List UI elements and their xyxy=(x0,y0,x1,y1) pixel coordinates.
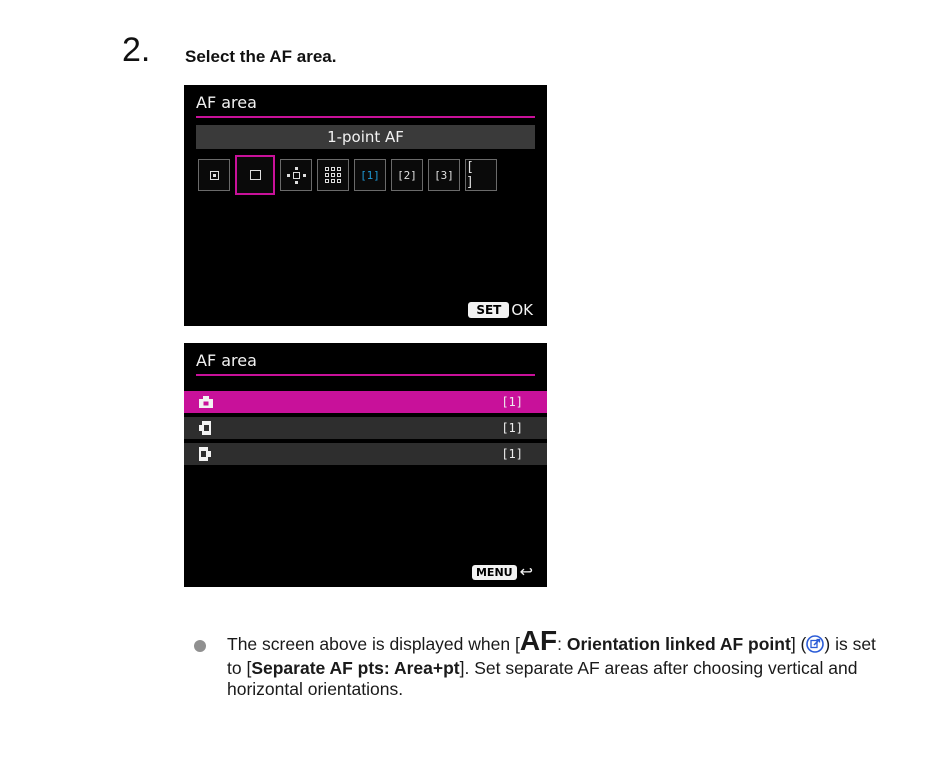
orientation-value: [1] xyxy=(501,395,523,409)
title-divider xyxy=(196,116,535,118)
orientation-row-vertical-grip-top[interactable] xyxy=(184,417,547,439)
screen-title: AF area xyxy=(196,351,257,370)
af-area-mode-screen xyxy=(184,85,547,326)
spot-af-icon[interactable] xyxy=(198,159,230,191)
page-reference-icon[interactable] xyxy=(806,635,824,658)
step-title: Select the AF area. xyxy=(185,47,337,66)
camera-horizontal-icon xyxy=(198,395,214,409)
menu-button-badge: MENU xyxy=(472,565,517,580)
orientation-row-horizontal[interactable] xyxy=(184,391,547,413)
flexible-zone-2-icon[interactable]: [2] xyxy=(391,159,423,191)
step-number: 2. xyxy=(122,31,151,69)
setting-name: Orientation linked AF point xyxy=(566,634,791,654)
camera-vertical-grip-bottom-icon xyxy=(198,446,212,462)
screen-title: AF area xyxy=(196,93,257,112)
flexible-zone-3-icon[interactable]: [3] xyxy=(428,159,460,191)
orientation-value: [1] xyxy=(501,447,523,461)
bullet-note: The screen above is displayed when [AF: Orientation linked AF point] ( ) is set to [Separate AF pts: Area+pt]. Set separate AF areas after choosing vertical and horizontal orientations. xyxy=(227,625,876,699)
set-ok-button[interactable] xyxy=(468,301,533,319)
set-button-badge: SET xyxy=(468,302,509,318)
menu-back-button[interactable] xyxy=(472,564,533,580)
title-divider xyxy=(196,374,535,376)
expand-af-area-icon[interactable] xyxy=(280,159,312,191)
camera-vertical-grip-top-icon xyxy=(198,420,212,436)
return-arrow-icon: ↩ xyxy=(519,562,533,581)
flexible-zone-1-icon[interactable]: [1] xyxy=(354,159,386,191)
orientation-value: [1] xyxy=(501,421,523,435)
af-menu-tab-label: AF xyxy=(519,625,558,656)
af-area-orientation-screen xyxy=(184,343,547,587)
expand-af-surround-icon[interactable] xyxy=(317,159,349,191)
orientation-row-vertical-grip-bottom[interactable] xyxy=(184,443,547,465)
af-mode-name: 1-point AF xyxy=(196,125,535,149)
whole-area-af-icon[interactable]: [ ] xyxy=(465,159,497,191)
ok-label: OK xyxy=(511,301,533,319)
setting-value: Separate AF pts: Area+pt xyxy=(251,658,460,678)
bullet-icon xyxy=(194,640,206,652)
one-point-af-icon[interactable] xyxy=(235,155,275,195)
af-area-icon-row xyxy=(198,159,497,195)
